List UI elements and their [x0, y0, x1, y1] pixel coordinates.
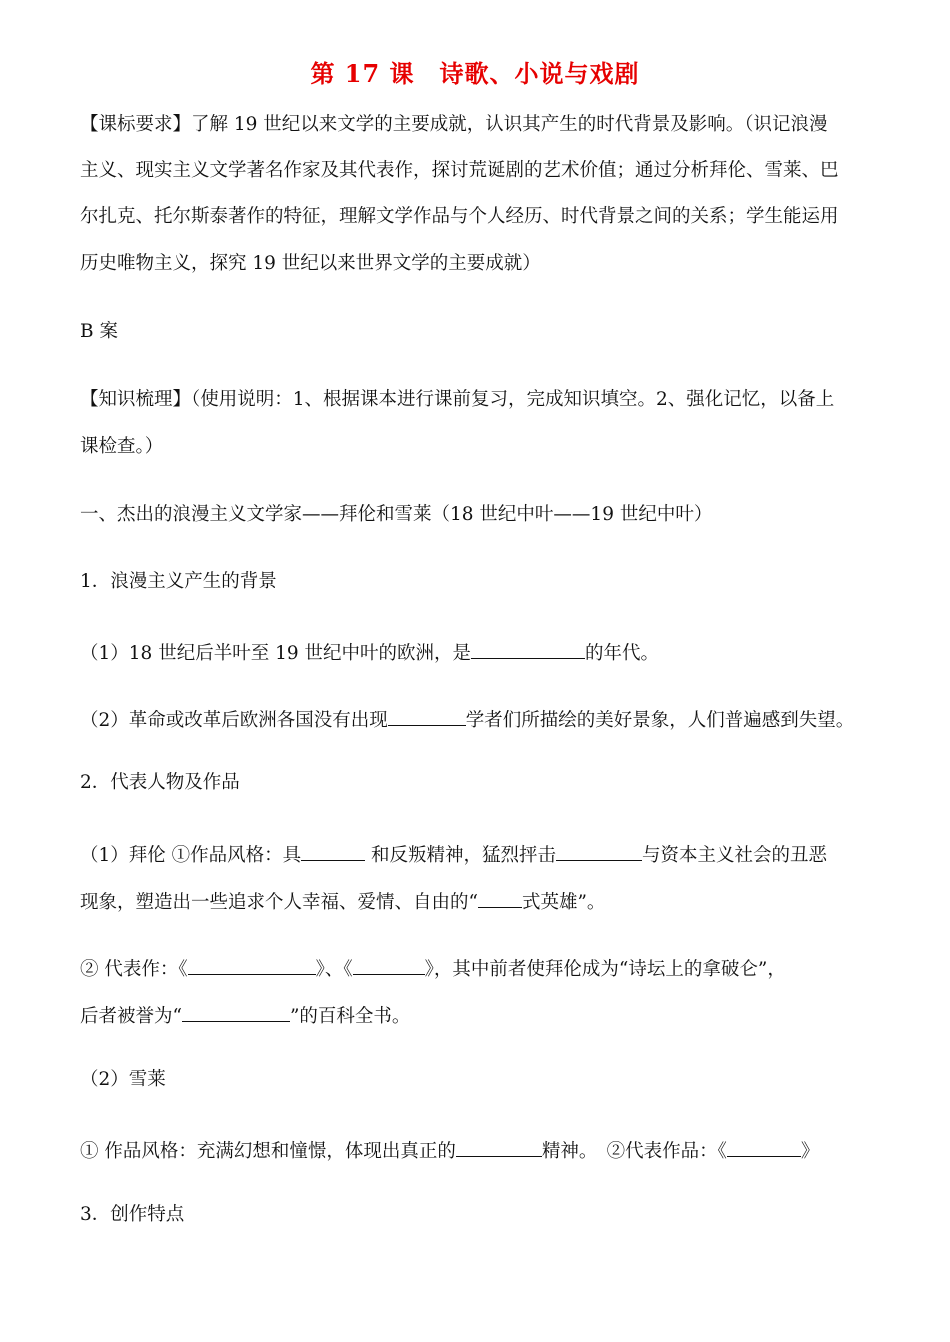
fill-blank[interactable] — [727, 1138, 801, 1157]
item3-heading: 3．创作特点 — [80, 1204, 185, 1225]
fill-blank[interactable] — [182, 1003, 290, 1022]
instructions-line-1: 【知识梳理】（使用说明：1、根据课本进行课前复习，完成知识填空。2、强化记忆，以备上 — [80, 389, 835, 410]
byron-works-line-1 — [80, 956, 786, 980]
question-text: 和反叛精神，猛烈抨击 — [365, 845, 557, 866]
fill-blank[interactable] — [456, 1138, 542, 1157]
fill-blank[interactable] — [471, 640, 585, 659]
question-text: 现象，塑造出一些追求个人幸福、爱情、自由的“ — [80, 892, 478, 913]
question-text: 》，其中前者使拜伦成为“诗坛上的拿破仑”， — [424, 959, 786, 980]
item2-heading: 2．代表人物及作品 — [80, 772, 240, 793]
fill-blank[interactable] — [301, 842, 365, 861]
byron-line-1 — [80, 842, 827, 866]
byron-works-line-2 — [80, 1003, 410, 1027]
standard-line-1: 【课标要求】了解 19 世纪以来文学的主要成就，认识其产生的时代背景及影响。（识记浪漫 — [80, 114, 828, 135]
question-text: ”的百科全书。 — [289, 1006, 411, 1027]
fill-blank[interactable] — [353, 956, 425, 975]
byron-line-2 — [80, 889, 605, 913]
question-text: （1）拜伦 ①作品风格：具 — [80, 845, 302, 866]
standard-line-3: 尔扎克、托尔斯泰著作的特征，理解文学作品与个人经历、时代背景之间的关系；学生能运用 — [80, 206, 839, 227]
version-label: B 案 — [80, 321, 118, 342]
shelley-line — [80, 1138, 819, 1162]
question-text: ① 作品风格：充满幻想和憧憬，体现出真正的 — [80, 1141, 456, 1162]
question-text: 后者被誉为“ — [80, 1006, 182, 1027]
question-text: （1）18 世纪后半叶至 19 世纪中叶的欧洲，是 — [80, 643, 471, 664]
item1-heading: 1．浪漫主义产生的背景 — [80, 571, 277, 592]
standard-line-2: 主义、现实主义文学著名作家及其代表作，探讨荒诞剧的艺术价值；通过分析拜伦、雪莱、巴 — [80, 160, 839, 181]
fill-blank[interactable] — [556, 842, 642, 861]
fill-blank[interactable] — [478, 889, 522, 908]
question-text: 式英雄”。 — [521, 892, 606, 913]
question-text: 》、《 — [315, 959, 353, 980]
question-text: ② 代表作：《 — [80, 959, 188, 980]
shelley-heading: （2）雪莱 — [80, 1069, 166, 1090]
fill-blank[interactable] — [188, 956, 316, 975]
instructions-line-2: 课检查。） — [80, 436, 164, 457]
standard-line-4: 历史唯物主义，探究 19 世纪以来世界文学的主要成就） — [80, 253, 541, 274]
question-text: 的年代。 — [585, 643, 660, 664]
page-title: 第 17 课 诗歌、小说与戏剧 — [310, 59, 640, 88]
question-1-1 — [80, 640, 659, 664]
question-text: 与资本主义社会的丑恶 — [642, 845, 828, 866]
question-text: 学者们所描绘的美好景象，人们普遍感到失望。 — [465, 710, 855, 731]
question-1-2 — [80, 707, 854, 731]
question-text: 精神。 ②代表作品：《 — [541, 1141, 727, 1162]
question-text: （2）革命或改革后欧洲各国没有出现 — [80, 710, 388, 731]
section-heading: 一、杰出的浪漫主义文学家——拜伦和雪莱（18 世纪中叶——19 世纪中叶） — [80, 504, 713, 525]
question-text: 》 — [800, 1141, 820, 1162]
fill-blank[interactable] — [388, 707, 466, 726]
